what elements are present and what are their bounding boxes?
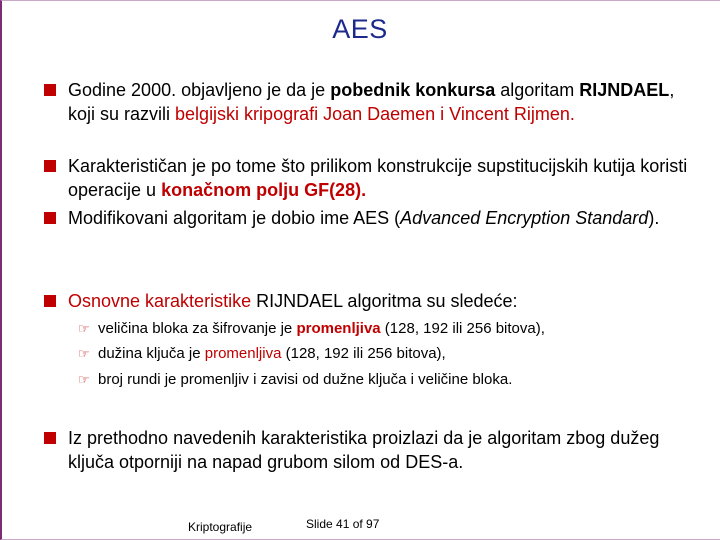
subitem-1 [78, 317, 678, 340]
square-bullet-icon [44, 295, 56, 307]
text-segment: . [569, 104, 575, 124]
text-highlight: konačnom polju GF(28) [161, 180, 362, 200]
bullet-text-2 [68, 154, 698, 202]
pointing-hand-icon: ☞ [78, 321, 90, 336]
text-segment: Karakterističan je po tome što prilikom konstrukcije supstitucijskih kutija koristi operacije u [68, 156, 688, 200]
slide-title: AES [332, 14, 388, 44]
bullet-text-1 [68, 78, 698, 126]
subitem-2 [78, 342, 678, 365]
text-highlight: promenljiva [204, 345, 282, 362]
text-segment: (128, 192 ili 256 bitova), [380, 320, 545, 337]
footer-slide-number: Slide 41 of 97 [306, 517, 380, 531]
footer-course-name: Kriptografije [188, 520, 253, 534]
text-segment: Godine 2000. objavljeno je da je [68, 80, 331, 100]
text-emphasis: pobednik konkursa [330, 80, 496, 100]
text-emphasis: RIJNDAEL [579, 80, 670, 100]
text-highlight: belgijski kripografi Joan Daemen i Vincent Rijmen [175, 104, 570, 124]
subitem-3 [78, 368, 678, 391]
text-segment: dužina ključa je [98, 345, 205, 362]
text-segment: broj rundi je promenljiv i zavisi od dužne ključa i veličine bloka. [98, 371, 513, 388]
text-highlight: promenljiva [296, 320, 381, 337]
text-segment: Iz prethodno navedenih karakteristika proizlazi da je algoritam zbog dužeg ključa otporniji na napad grubom silom od DES-a. [68, 428, 660, 472]
bullet-text-4 [68, 289, 698, 313]
text-highlight: Osnovne karakteristike [68, 291, 252, 311]
text-segment: . [361, 180, 367, 200]
pointing-hand-icon: ☞ [78, 372, 90, 387]
bullet-text-3 [68, 206, 698, 230]
text-segment: ). [648, 208, 660, 228]
square-bullet-icon [44, 212, 56, 224]
bullet-text-5 [68, 426, 698, 474]
text-italic: Advanced Encryption Standard [400, 208, 649, 228]
square-bullet-icon [44, 84, 56, 96]
text-segment: , koji su razvili [68, 80, 675, 124]
square-bullet-icon [44, 432, 56, 444]
square-bullet-icon [44, 160, 56, 172]
pointing-hand-icon: ☞ [78, 346, 90, 361]
text-segment: Modifikovani algoritam je dobio ime AES ( [68, 208, 401, 228]
text-segment: RIJNDAEL algoritma su sledeće: [251, 291, 518, 311]
text-segment: (128, 192 ili 256 bitova), [281, 345, 446, 362]
text-segment: veličina bloka za šifrovanje je [98, 320, 297, 337]
text-segment: algoritam [495, 80, 580, 100]
